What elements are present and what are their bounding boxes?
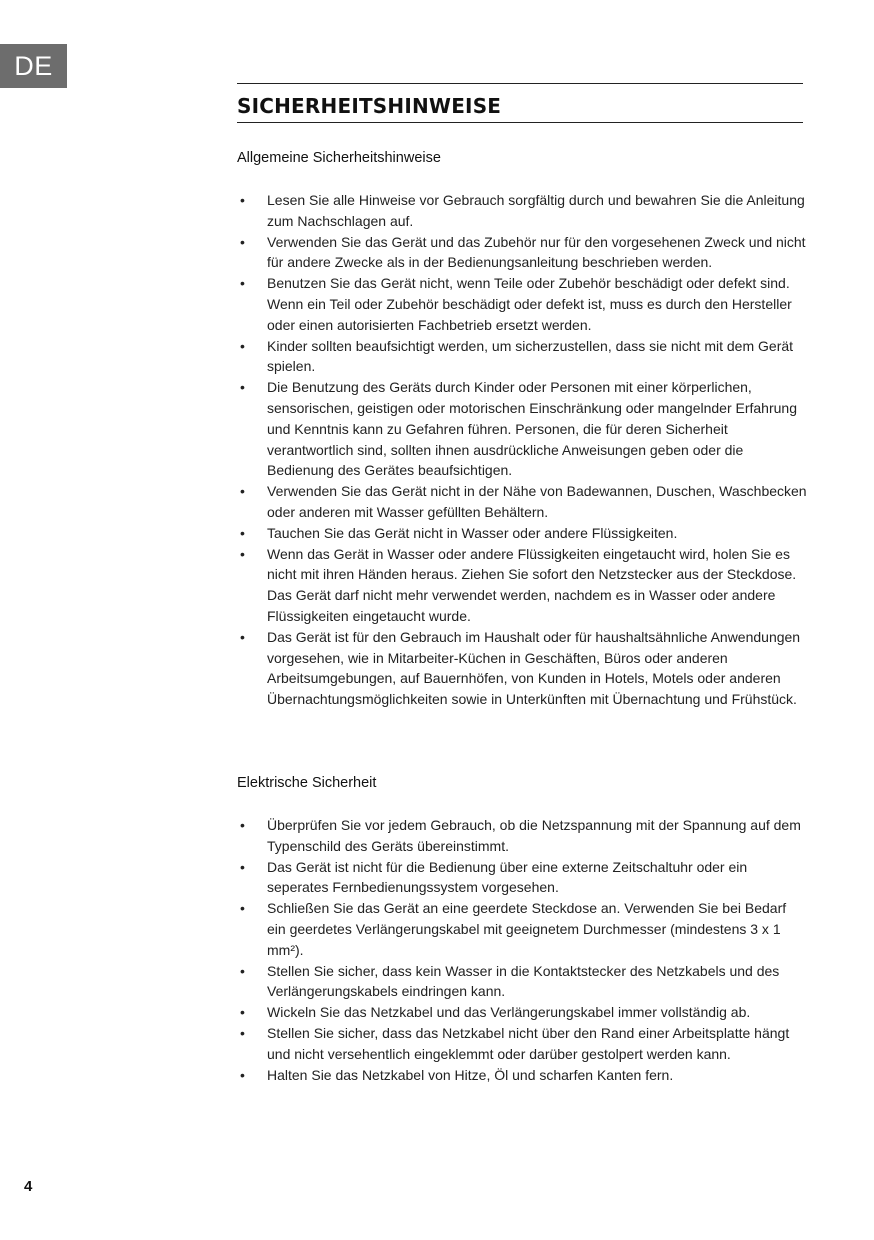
list-item-text: Halten Sie das Netzkabel von Hitze, Öl und scharfen Kanten fern.	[267, 1066, 674, 1083]
list-item	[237, 232, 807, 274]
bullet-icon: •	[240, 233, 245, 250]
general-safety-list	[237, 190, 807, 710]
bullet-icon: •	[240, 858, 245, 875]
list-item-text: Verwenden Sie das Gerät und das Zubehör nur für den vorgesehenen Zweck und nicht für andere Zwecke als in der Bedienungsanleitung beschrieben werden.	[267, 233, 806, 271]
bullet-icon: •	[240, 192, 245, 208]
list-item-text: Lesen Sie alle Hinweise vor Gebrauch sorgfältig durch und bewahren Sie die Anleitung zum Nachschlagen auf.	[267, 192, 805, 229]
section-general-safety	[237, 148, 807, 710]
list-item-text: Überprüfen Sie vor jedem Gebrauch, ob die Netzspannung mit der Spannung auf dem Typenschild des Geräts übereinstimmt.	[267, 817, 801, 854]
list-item	[237, 961, 807, 1003]
list-item-text: Verwenden Sie das Gerät nicht in der Nähe von Badewannen, Duschen, Waschbecken oder anderen mit Wasser gefüllten Behältern.	[267, 483, 807, 520]
bullet-icon: •	[240, 483, 245, 500]
list-item	[237, 336, 807, 378]
list-item	[237, 1002, 807, 1023]
language-tab: DE	[0, 44, 67, 88]
list-item	[237, 898, 807, 960]
list-item	[237, 481, 807, 523]
bullet-icon: •	[240, 337, 245, 354]
bullet-icon: •	[240, 628, 245, 645]
list-item	[237, 857, 807, 899]
title-rule-bottom	[237, 122, 803, 123]
section-electrical-safety	[237, 773, 807, 1085]
list-item	[237, 627, 807, 710]
list-item-text: Die Benutzung des Geräts durch Kinder oder Personen mit einer körperlichen, sensorischen, geistigen oder motorischen Einschränkung oder mangelnder Erfahrung und Kenntnis kann zu Gefahren führen. Personen, die für deren Sicherheit verantwortlich sind, sollten ihnen ausdrückliche Anweisungen geben oder die Bedienung des Gerätes beaufsichtigen.	[267, 379, 797, 479]
list-item	[237, 1065, 807, 1086]
bullet-icon: •	[240, 1066, 245, 1083]
page-number: 4	[24, 1178, 33, 1195]
section-heading-general-safety: Allgemeine Sicherheitshinweise	[237, 150, 441, 166]
list-item	[237, 377, 807, 481]
list-item	[237, 544, 807, 627]
list-item-text: Wenn das Gerät in Wasser oder andere Flüssigkeiten eingetaucht wird, holen Sie es nicht mit ihren Händen heraus. Ziehen Sie sofort den Netzstecker aus der Steckdose. Das Gerät darf nicht mehr verwendet werden, nachdem es in Wasser oder andere Flüssigkeiten eingetaucht wurde.	[267, 545, 797, 624]
list-item-text: Kinder sollten beaufsichtigt werden, um sicherzustellen, dass sie nicht mit dem Gerät spielen.	[267, 337, 794, 375]
list-item-text: Tauchen Sie das Gerät nicht in Wasser oder andere Flüssigkeiten.	[267, 524, 678, 541]
bullet-icon: •	[240, 545, 245, 562]
list-item-text: Das Gerät ist nicht für die Bedienung über eine externe Zeitschaltuhr oder ein seperates Fernbedienungssystem vorgesehen.	[267, 858, 748, 896]
list-item-text: Wickeln Sie das Netzkabel und das Verlängerungskabel immer vollständig ab.	[267, 1004, 751, 1021]
list-item	[237, 1023, 807, 1065]
section-heading-electrical-safety: Elektrische Sicherheit	[237, 775, 377, 791]
list-item-text: Schließen Sie das Gerät an eine geerdete Steckdose an. Verwenden Sie bei Bedarf ein geerdetes Verlängerungskabel mit geeignetem Durchmesser (mindestens 3 x 1 mm²).	[267, 900, 787, 958]
bullet-icon: •	[240, 1004, 245, 1021]
bullet-icon: •	[240, 275, 245, 292]
list-item-text: Stellen Sie sicher, dass das Netzkabel nicht über den Rand einer Arbeitsplatte hängt und nicht versehentlich eingeklemmt oder darüber gestolpert werden kann.	[267, 1024, 790, 1062]
bullet-icon: •	[240, 379, 245, 396]
electrical-safety-list	[237, 815, 807, 1085]
list-item-text: Stellen Sie sicher, dass kein Wasser in die Kontaktstecker des Netzkabels und des Verlängerungskabels eindringen kann.	[267, 962, 780, 1000]
bullet-icon: •	[240, 1024, 245, 1041]
bullet-icon: •	[240, 524, 245, 541]
list-item	[237, 190, 807, 232]
list-item	[237, 273, 807, 335]
list-item	[237, 523, 807, 544]
list-item-text: Das Gerät ist für den Gebrauch im Haushalt oder für haushaltsähnliche Anwendungen vorgesehen, wie in Mitarbeiter-Küchen in Geschäften, Büros oder anderen Arbeitsumgebungen, auf Bauernhöfen, von Kunden in Hotels, Motels oder anderen Übernachtungsmöglichkeiten sowie in Unterkünften mit Übernachtung und Frühstück.	[267, 628, 801, 708]
bullet-icon: •	[240, 962, 245, 979]
bullet-icon: •	[240, 900, 245, 917]
bullet-icon: •	[240, 817, 245, 833]
list-item-text: Benutzen Sie das Gerät nicht, wenn Teile oder Zubehör beschädigt oder defekt sind. Wenn ein Teil oder Zubehör beschädigt oder defekt ist, muss es durch den Hersteller oder einen autorisierten Fachbetrieb ersetzt werden.	[267, 275, 792, 333]
title-rule-top	[237, 83, 803, 84]
page-title: SICHERHEITSHINWEISE	[237, 94, 502, 118]
list-item	[237, 815, 807, 857]
